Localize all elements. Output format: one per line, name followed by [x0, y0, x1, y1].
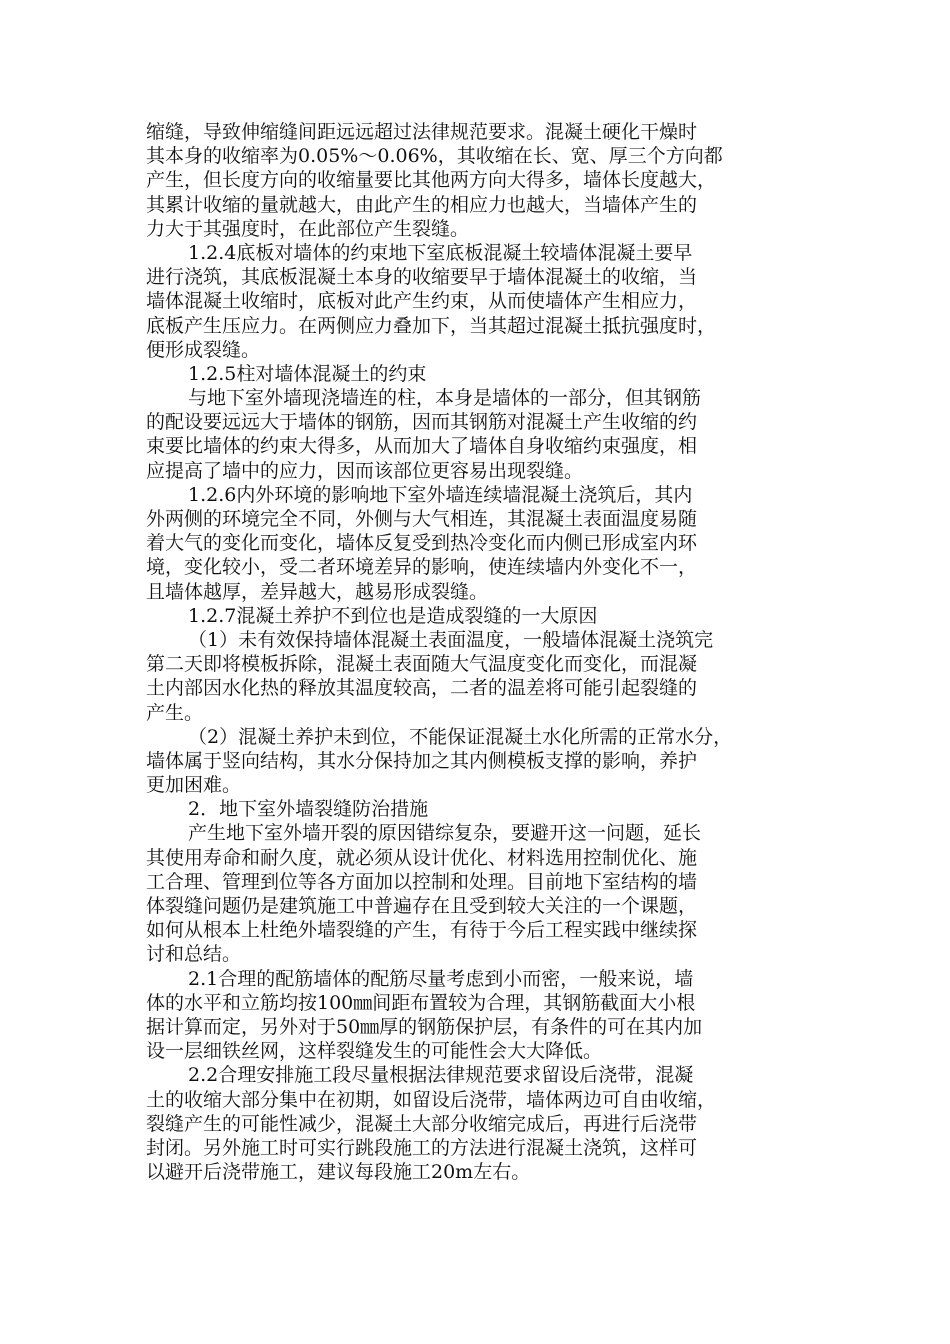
text-line: 2.2合理安排施工段尽量根据法律规范要求留设后浇带，混凝 [188, 1064, 694, 1087]
text-line: 境，变化较小，受二者环境差异的影响，使连续墙内外变化不一， [146, 556, 698, 579]
text-line: 底板产生压应力。在两侧应力叠加下，当其超过混凝土抵抗强度时， [146, 314, 717, 337]
text-line: 的配设要远远大于墙体的钢筋，因而其钢筋对混凝土产生收缩的约 [146, 411, 698, 434]
text-line: 第二天即将模板拆除，混凝土表面随大气温度变化而变化，而混凝 [146, 653, 698, 676]
text-line: 产生地下室外墙开裂的原因错综复杂，要避开这一问题，延长 [188, 822, 702, 845]
text-line: 束要比墙体的约束大得多，从而加大了墙体自身收缩约束强度，相 [146, 435, 698, 458]
text-line: 便形成裂缝。 [146, 338, 261, 361]
text-line: 墙体混凝土收缩时，底板对此产生约束，从而使墙体产生相应力， [146, 290, 698, 313]
text-line: 着大气的变化而变化，墙体反复受到热冷变化而内侧已形成室内环 [146, 532, 698, 555]
text-line: 2．地下室外墙裂缝防治措施 [188, 798, 429, 821]
text-line: 其使用寿命和耐久度，就必须从设计优化、材料选用控制优化、施 [146, 846, 698, 869]
text-line: 1.2.4底板对墙体的约束地下室底板混凝土较墙体混凝土要早 [188, 241, 693, 264]
text-line: 产生，但长度方向的收缩量要比其他两方向大得多，墙体长度越大， [146, 169, 717, 192]
text-line: 如何从根本上杜绝外墙裂缝的产生，有待于今后工程实践中继续探 [146, 919, 698, 942]
document-body [146, 120, 816, 1184]
text-line: 2.1合理的配筋墙体的配筋尽量考虑到小而密，一般来说，墙 [188, 967, 694, 990]
text-line: 以避开后浇带施工，建议每段施工20m左右。 [146, 1161, 531, 1184]
text-line: 产生。 [146, 701, 204, 724]
text-line: （1）未有效保持墙体混凝土表面温度，一般墙体混凝土浇筑完 [188, 628, 714, 651]
text-line: （2）混凝土养护未到位，不能保证混凝土水化所需的正常水分， [188, 725, 733, 748]
text-line: 力大于其强度时，在此部位产生裂缝。 [146, 217, 470, 240]
text-line: 墙体属于竖向结构，其水分保持加之其内侧模板支撑的影响，养护 [146, 749, 698, 772]
text-line: 外两侧的环境完全不同，外侧与大气相连，其混凝土表面温度易随 [146, 508, 698, 530]
text-line: 与地下室外墙现浇墙连的柱，本身是墙体的一部分，但其钢筋 [188, 387, 702, 410]
text-line: 封闭。另外施工时可实行跳段施工的方法进行混凝土浇筑，这样可 [146, 1136, 698, 1159]
text-line: 其累计收缩的量就越大，由此产生的相应力也越大，当墙体产生的 [146, 193, 698, 216]
text-line: 且墙体越厚，差异越大，越易形成裂缝。 [146, 580, 489, 603]
text-line: 应提高了墙中的应力，因而该部位更容易出现裂缝。 [146, 459, 584, 482]
text-line: 土内部因水化热的释放其温度较高，二者的温差将可能引起裂缝的 [146, 677, 698, 700]
text-line: 1.2.6内外环境的影响地下室外墙连续墙混凝土浇筑后，其内 [188, 483, 693, 506]
text-line: 土的收缩大部分集中在初期，如留设后浇带，墙体两边可自由收缩， [146, 1088, 717, 1111]
text-line: 1.2.5柱对墙体混凝土的约束 [188, 362, 427, 385]
text-line: 讨和总结。 [146, 943, 242, 966]
text-line: 进行浇筑，其底板混凝土本身的收缩要早于墙体混凝土的收缩，当 [146, 266, 698, 289]
text-line: 裂缝产生的可能性减少，混凝土大部分收缩完成后，再进行后浇带 [146, 1112, 698, 1135]
text-line: 工合理、管理到位等各方面加以控制和处理。目前地下室结构的墙 [146, 870, 698, 893]
text-line: 设一层细铁丝网，这样裂缝发生的可能性会大大降低。 [146, 1040, 603, 1063]
text-line: 缩缝，导致伸缩缝间距远远超过法律规范要求。混凝土硬化干燥时 [146, 121, 698, 143]
text-line: 据计算而定，另外对于50㎜厚的钢筋保护层，有条件的可在其内加 [146, 1015, 703, 1038]
text-line: 其本身的收缩率为0.05%～0.06%，其收缩在长、宽、厚三个方向都 [146, 145, 723, 168]
text-line: 更加困难。 [146, 774, 242, 797]
text-line: 1.2.7混凝土养护不到位也是造成裂缝的一大原因 [188, 604, 598, 627]
text-line: 体裂缝问题仍是建筑施工中普遍存在且受到较大关注的一个课题， [146, 895, 698, 917]
text-line: 体的水平和立筋均按100㎜间距布置较为合理，其钢筋截面大小根 [146, 991, 696, 1014]
